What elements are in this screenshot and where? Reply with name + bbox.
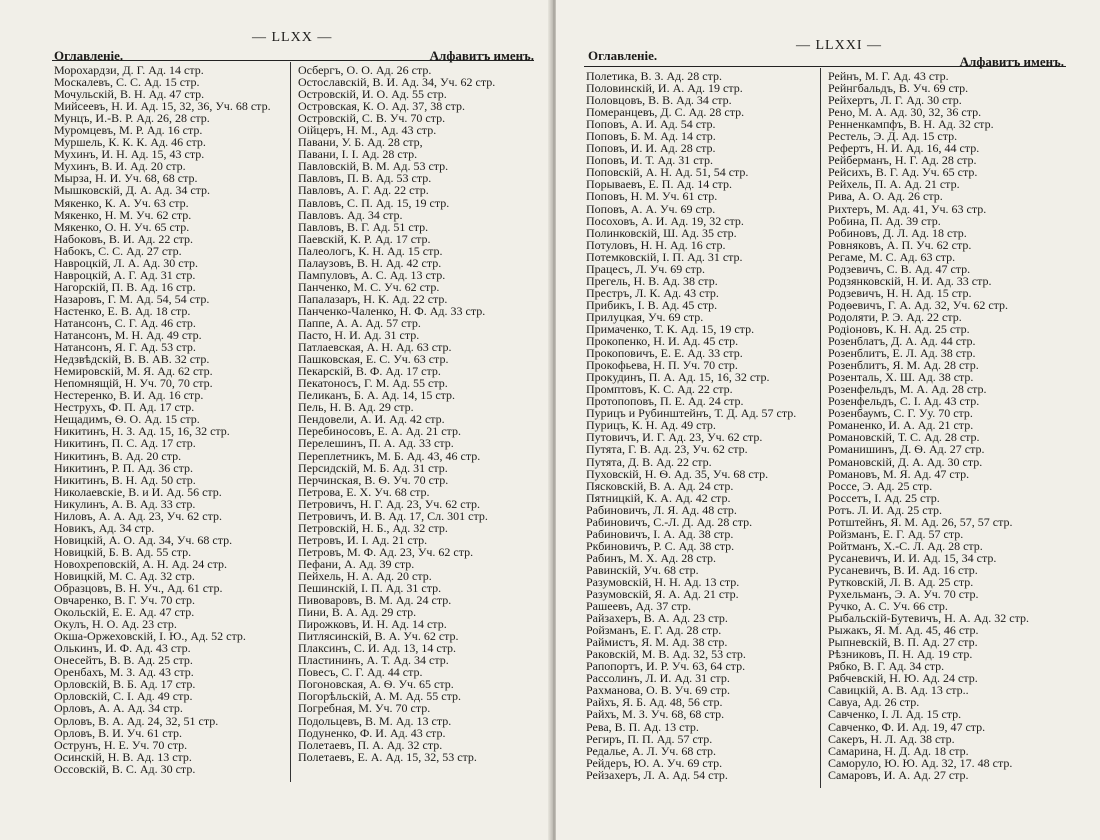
index-entry: Непомнящій, Н. Уч. 70, 70 стр. — [54, 376, 213, 391]
index-entry: Павловъ, П. В. Ад. 53 стр. — [298, 171, 432, 186]
index-entry: Новицкій, А. О. Ад. 34, Уч. 68 стр. — [54, 532, 233, 547]
index-entry: Прокоповичъ, Е. Е. Ад. 33 стр. — [586, 346, 743, 361]
index-entry: Ройзманъ, Е. Г. Ад. 57 стр. — [828, 526, 964, 541]
index-entry: Рейхертъ, Л. Г. Ад. 30 стр. — [828, 93, 962, 108]
index-entry: Россе, Э. Ад. 25 стр. — [828, 478, 933, 493]
index-entry: Саморуло, Ю. Ю. Ад. 32, 17. 48 стр. — [828, 755, 1013, 770]
index-entry: Муршель, К. К. К. Ад. 46 стр. — [54, 135, 206, 150]
index-entry: Пефани, А. Ад. 39 стр. — [298, 556, 415, 571]
index-entry: Розенблитъ, Я. М. Ад. 28 стр. — [828, 358, 979, 373]
index-entry: Рыжакъ, Я. М. Ад. 45, 46 стр. — [828, 623, 979, 638]
index-entry: Раймистъ, Я. М. Ад. 38 стр. — [586, 635, 728, 650]
index-entry: Потемковскій, І. П. Ад. 31 стр. — [586, 249, 743, 264]
index-entry: Савченко, І. Л. Ад. 15 стр. — [828, 707, 962, 722]
index-entry: Родзянковскій, Н. И. Ад. 33 стр. — [828, 273, 992, 288]
index-entry: Оссовскій, В. С. Ад. 30 стр. — [54, 761, 196, 776]
index-entry: Полинковскій, Ш. Ад. 35 стр. — [586, 225, 737, 240]
index-entry: Пель, Н. В. Ад. 29 стр. — [298, 400, 414, 415]
index-entry: Ркбиновичъ, Р. С. Ад. 38 стр. — [586, 538, 735, 553]
index-entry: Розенталь, Х. Ш. Ад. 38 стр. — [828, 370, 974, 385]
index-entry: Родѳевичъ, Г. А. Ад. 32, Уч. 62 стр. — [828, 297, 1009, 312]
index-entry: Окша-Оржеховскій, І. Ю., Ад. 52 стр. — [54, 629, 246, 644]
index-entry: Ройзманъ, Е. Г. Ад. 28 стр. — [586, 623, 722, 638]
index-entry: Павловъ. Ад. 34 стр. — [298, 207, 403, 222]
index-entry: Прибикъ, І. В. Ад. 45 стр. — [586, 297, 718, 312]
index-entry: Мунцъ, И.-В. Р. Ад. 26, 28 стр. — [54, 111, 210, 126]
index-entry: Ручко, А. С. Уч. 66 стр. — [828, 599, 948, 614]
index-entry: Петровичъ, И. В. Ад. 17, Сл. 301 стр. — [298, 508, 488, 523]
index-entry: Райхъ, М. З. Уч. 68, 68 стр. — [586, 707, 725, 722]
index-entry: Полетаевъ, П. А. Ад. 32 стр. — [298, 737, 443, 752]
index-entry: Пендовели, А. И. Ад. 42 стр. — [298, 412, 445, 427]
index-entry: Русаневичъ, И. И. Ад. 15, 34 стр. — [828, 550, 997, 565]
index-entry: Ренненкампфъ, В. Н. Ад. 32 стр. — [828, 117, 994, 132]
index-entry: Москалевъ, С. С. Ад. 15 стр. — [54, 75, 200, 90]
index-entry: Рейсихъ, В. Г. Ад. Уч. 65 стр. — [828, 165, 978, 180]
index-entry: Мякенко, К. А. Уч. 63 стр. — [54, 195, 189, 210]
column-divider — [820, 68, 821, 788]
index-entry: Рейхель, П. А. Ад. 21 стр. — [828, 177, 960, 192]
index-entry: Розенблатъ, Д. А. Ад. 44 стр. — [828, 334, 976, 349]
index-entry: Орловскій, С. І. Ад. 49 стр. — [54, 689, 193, 704]
index-entry: Никитинъ, Р. П. Ад. 36 стр. — [54, 460, 193, 475]
index-entry: Петровичъ, Н. Г. Ад. 23, Уч. 62 стр. — [298, 496, 480, 511]
name-column-right — [298, 64, 495, 763]
index-entry: Пурицъ и Рубинштейнъ, Т. Д. Ад. 57 стр. — [586, 406, 797, 421]
right-page — [556, 0, 1100, 840]
index-entry: Пясковскій, В. А. Ад. 24 стр. — [586, 478, 734, 493]
index-entry: Питлясинскій, В. А. Уч. 62 стр. — [298, 629, 459, 644]
index-entry: Нагорскій, П. В. Ад. 16 стр. — [54, 279, 196, 294]
index-entry: Рассолинъ, Л. И. Ад. 31 стр. — [586, 671, 730, 686]
index-entry: Муромцевъ, М. Р. Ад. 16 стр. — [54, 123, 203, 138]
index-entry: Персидскій, М. Б. Ад. 31 стр. — [298, 460, 448, 475]
index-entry: Рабиновичъ, С.-Л. Д. Ад. 28 стр. — [586, 514, 753, 529]
index-entry: Пивоваровъ, В. М. Ад. 24 стр. — [298, 593, 452, 608]
index-entry: Рутковскій, Л. В. Ад. 25 стр. — [828, 574, 974, 589]
index-entry: Навроцкій, А. Г. Ад. 31 стр. — [54, 267, 196, 282]
index-entry: Натансонъ, С. Г. Ад. 46 стр. — [54, 315, 196, 330]
index-entry: Новохреповскій, А. Н. Ад. 24 стр. — [54, 556, 228, 571]
index-entry: Рева, В. П. Ад. 13 стр. — [586, 719, 699, 734]
index-entry: Россетъ, І. Ад. 25 стр. — [828, 490, 940, 505]
index-entry: Настенко, Е. В. Ад. 18 стр. — [54, 303, 191, 318]
index-entry: Половцовъ, В. В. Ад. 34 стр. — [586, 93, 732, 108]
index-entry: Романовскій, Д. А. Ад. 30 стр. — [828, 454, 983, 469]
index-entry: Овчаренко, В. Г. Уч. 70 стр. — [54, 593, 196, 608]
index-entry: Никитинъ, Н. З. Ад. 15, 16, 32 стр. — [54, 424, 230, 439]
index-entry: Рухельманъ, Э. А. Уч. 70 стр. — [828, 587, 979, 602]
index-entry: Рапопортъ, И. Р. Уч. 63, 64 стр. — [586, 659, 746, 674]
header-contents: Оглавленіе. — [588, 48, 658, 63]
index-entry: Ниловъ, А. А. Ад. 23, Уч. 62 стр. — [54, 508, 222, 523]
index-entry: Островскій, С. В. Уч. 70 стр. — [298, 111, 446, 126]
index-entry: Сакеръ, Н. Л. Ад. 38 стр. — [828, 731, 955, 746]
index-entry: Родоляти, Р. Э. Ад. 22 стр. — [828, 309, 962, 324]
index-entry: Острунъ, Н. Е. Уч. 70 стр. — [54, 737, 188, 752]
index-entry: Поповъ, И. Т. Ад. 31 стр. — [586, 153, 713, 168]
index-entry: Путята, Д. В. Ад. 22 стр. — [586, 454, 712, 469]
index-entry: Назаровъ, Г. М. Ад. 54, 54 стр. — [54, 291, 210, 306]
index-entry: Поповъ, И. И. Ад. 28 стр. — [586, 141, 716, 156]
index-entry: Рено, М. А. Ад. 30, 32, 36 стр. — [828, 105, 982, 120]
index-entry: Поповскій, А. Н. Ад. 51, 54 стр. — [586, 165, 749, 180]
header-contents: Оглавленіе. — [54, 48, 124, 63]
index-entry: Паевскій, К. Р. Ад. 17 стр. — [298, 231, 431, 246]
index-entry: Никитинъ, П. С. Ад. 17 стр. — [54, 436, 196, 451]
index-entry: Набокъ, С. С. Ад. 27 стр. — [54, 243, 182, 258]
index-entry: Петровъ, И. І. Ад. 21 стр. — [298, 532, 428, 547]
index-entry: Панченко-Чаленко, Н. Ф. Ад. 33 стр. — [298, 303, 486, 318]
index-entry: Пеликанъ, Б. А. Ад. 14, 15 стр. — [298, 388, 456, 403]
index-entry: Онесейтъ, В. В. Ад. 25 стр. — [54, 653, 193, 668]
index-entry: Пейхель, Н. А. Ад. 20 стр. — [298, 568, 432, 583]
index-entry: Романишинъ, Д. Ѳ. Ад. 27 стр. — [828, 442, 985, 457]
index-entry: Николаевскіе, В. и И. Ад. 56 стр. — [54, 484, 222, 499]
index-entry: Полетаевъ, Е. А. Ад. 15, 32, 53 стр. — [298, 749, 477, 764]
index-entry: Оійцеръ, Н. М., Ад. 43 стр. — [298, 123, 437, 138]
index-entry: Рашеевъ, Ад. 37 стр. — [586, 599, 691, 614]
index-entry: Орловъ, А. А. Ад. 34 стр. — [54, 701, 183, 716]
index-entry: Перебиносовъ, Е. А. Ад. 21 стр. — [298, 424, 461, 439]
index-entry: Пампуловъ, А. С. Ад. 13 стр. — [298, 267, 446, 282]
index-entry: Рабинъ, М. Х. Ад. 28 стр. — [586, 550, 716, 565]
header-rule — [52, 60, 534, 61]
index-entry: Павани, І. І. Ад. 28 стр. — [298, 147, 418, 162]
index-entry: Ровняковъ, А. П. Уч. 62 стр. — [828, 237, 972, 252]
index-entry: Рабиновичъ, Л. Я. Ад. 48 стр. — [586, 502, 737, 517]
index-entry: Потуловъ, Н. Н. Ад. 16 стр. — [586, 237, 726, 252]
index-entry: Остославскій, В. И. Ад. 34, Уч. 62 стр. — [298, 75, 496, 90]
page-number: — LLXX — — [252, 30, 333, 45]
index-entry: Мухинъ, И. Н. Ад. 15, 43 стр. — [54, 147, 205, 162]
index-entry: Мышковскій, Д. А. Ад. 34 стр. — [54, 183, 211, 198]
index-entry: Регаме, М. С. Ад. 63 стр. — [828, 249, 956, 264]
index-entry: Рейнгбальдъ, В. Уч. 69 стр. — [828, 81, 969, 96]
index-entry: Родзевичъ, Н. Н. Ад. 15 стр. — [828, 285, 972, 300]
index-entry: Раковскій, М. В. Ад. 32, 53 стр. — [586, 647, 746, 662]
index-entry: Разумовскій, Я. А. Ад. 21 стр. — [586, 587, 739, 602]
index-entry: Региръ, П. П. Ад. 57 стр. — [586, 731, 713, 746]
index-entry: Померанцевъ, Д. С. Ад. 28 стр. — [586, 105, 745, 120]
index-entry: Русаневичъ, В. И. Ад. 16 стр. — [828, 562, 978, 577]
index-entry: Родзевичъ, С. В. Ад. 47 стр. — [828, 261, 971, 276]
index-entry: Самаровъ, И. А. Ад. 27 стр. — [828, 767, 969, 782]
index-entry: Прилуцкая, Уч. 69 стр. — [586, 309, 704, 324]
index-entry: Пини, В. А. Ад. 29 стр. — [298, 605, 417, 620]
index-entry: Прокудинъ, П. А. Ад. 15, 16, 32 стр. — [586, 370, 770, 385]
index-entry: Патлаевская, А. Н. Ад. 63 стр. — [298, 340, 452, 355]
index-entry: Рыпневскій, В. П. Ад. 27 стр. — [828, 635, 978, 650]
index-entry: Пашковская, Е. С. Уч. 63 стр. — [298, 352, 449, 367]
index-entry: Никулинъ, А. В. Ад. 33 стр. — [54, 496, 196, 511]
index-entry: Плаксинъ, С. И. Ад. 13, 14 стр. — [298, 641, 457, 656]
index-entry: Путовичъ, И. Г. Ад. 23, Уч. 62 стр. — [586, 430, 763, 445]
index-entry: Райхъ, Я. Б. Ад. 48, 56 стр. — [586, 695, 723, 710]
index-entry: Самарина, Н. Д. Ад. 18 стр. — [828, 743, 969, 758]
index-entry: Рябчевскій, Н. Ю. Ад. 24 стр. — [828, 671, 978, 686]
name-column-left — [54, 64, 271, 775]
index-entry: Палеологъ, К. Н. Ад. 15 стр. — [298, 243, 443, 258]
index-entry: Никитинъ, В. Н. Ад. 50 стр. — [54, 472, 196, 487]
index-entry: Мочульскій, В. Н. Ад. 47 стр. — [54, 87, 205, 102]
header-index-title: Алфавитъ именъ. — [959, 54, 1064, 69]
index-entry: Мырза, Н. И. Уч. 68, 68 стр. — [54, 171, 198, 186]
index-entry: Орловъ, В. И. Уч. 61 стр. — [54, 725, 182, 740]
index-entry: Паппе, А. А. Ад. 57 стр. — [298, 315, 421, 330]
index-entry: Пасто, Н. И. Ад. 31 стр. — [298, 328, 420, 343]
index-entry: Поповъ, Б. М. Ад. 14 стр. — [586, 129, 716, 144]
index-entry: Савуа, Ад. 26 стр. — [828, 695, 920, 710]
index-entry: Рабиновичъ, І. А. Ад. 38 стр. — [586, 526, 734, 541]
index-entry: Робиновъ, Д. Л. Ад. 18 стр. — [828, 225, 967, 240]
index-entry: Натансонъ, М. Н. Ад. 49 стр. — [54, 328, 202, 343]
index-entry: Розенбаумъ, С. Г. Уу. 70 стр. — [828, 406, 973, 421]
index-entry: Поповъ, А. И. Ад. 54 стр. — [586, 117, 716, 132]
index-entry: Рихтеръ, М. Ад. 41, Уч. 63 стр. — [828, 201, 987, 216]
index-entry: Недзвѣдскій, В. В. АВ. 32 стр. — [54, 352, 210, 367]
index-entry: Поповъ, Н. М. Уч. 61 стр. — [586, 189, 718, 204]
header-rule — [584, 66, 1066, 67]
index-entry: Порываевъ, Е. П. Ад. 14 стр. — [586, 177, 732, 192]
index-entry: Пекарскій, В. Ф. Ад. 17 стр. — [298, 364, 441, 379]
index-entry: Неструхъ, Ф. П. Ад. 17 стр. — [54, 400, 195, 415]
index-entry: Престръ, Л. К. Ад. 43 стр. — [586, 285, 719, 300]
index-entry: Працесъ, Л. Уч. 69 стр. — [586, 261, 705, 276]
index-entry: Павловъ, С. П. Ад. 15, 19 стр. — [298, 195, 450, 210]
index-entry: Прегель, Н. В. Ад. 38 стр. — [586, 273, 718, 288]
index-entry: Савицкій, А. В. Ад. 13 стр.. — [828, 683, 969, 698]
index-entry: Пешинскій, І. П. Ад. 31 стр. — [298, 581, 442, 596]
index-entry: Островскій, И. О. Ад. 55 стр. — [298, 87, 447, 102]
index-entry: Немировскій, М. Я. Ад. 62 стр. — [54, 364, 213, 379]
index-entry: Подуненко, Ф. И. Ад. 43 стр. — [298, 725, 446, 740]
index-entry: Осинскій, Н. В. Ад. 13 стр. — [54, 749, 192, 764]
index-entry: Панченко, М. С. Уч. 62 стр. — [298, 279, 440, 294]
column-divider — [290, 62, 291, 782]
index-entry: Осбергъ, О. О. Ад. 26 стр. — [298, 63, 432, 77]
index-entry: Петрова, Е. Х. Уч. 68 стр. — [298, 484, 430, 499]
index-entry: Новицкій, Б. В. Ад. 55 стр. — [54, 544, 192, 559]
index-entry: Погребная, М. Уч. 70 стр. — [298, 701, 431, 716]
index-entry: Савченко, Ф. И. Ад. 19, 47 стр. — [828, 719, 986, 734]
index-entry: Пекатоносъ, Г. М. Ад. 55 стр. — [298, 376, 448, 391]
index-entry: Промптовъ, К. С. Ад. 22 стр. — [586, 382, 733, 397]
index-entry: Разумовскій, Н. Н. Ад. 13 стр. — [586, 574, 740, 589]
index-entry: Натансонъ, Я. Г. Ад. 53 стр. — [54, 340, 196, 355]
index-entry: Протопоповъ, П. Е. Ад. 24 стр. — [586, 394, 744, 409]
index-entry: Пирожковъ, И. Н. Ад. 14 стр. — [298, 617, 447, 632]
index-entry: Новикъ, Ад. 34 стр. — [54, 520, 155, 535]
index-entry: Пятницкій, К. А. Ад. 42 стр. — [586, 490, 731, 505]
index-entry: Петровъ, М. Ф. Ад. 23, Уч. 62 стр. — [298, 544, 474, 559]
index-entry: Редалье, А. Л. Уч. 68 стр. — [586, 743, 717, 758]
index-entry: Рейберманъ, Н. Г. Ад. 28 стр. — [828, 153, 977, 168]
index-entry: Нещадимъ, Ѳ. О. Ад. 15 стр. — [54, 412, 200, 427]
index-entry: Романовскій, Т. С. Ад. 28 стр. — [828, 430, 980, 445]
index-entry: Нестеренко, В. И. Ад. 16 стр. — [54, 388, 204, 403]
index-entry: Рейзахеръ, Л. А. Ад. 54 стр. — [586, 767, 728, 782]
index-entry: Розенблитъ, Е. Л. Ад. 38 стр. — [828, 346, 976, 361]
index-entry: Перчинская, В. Ѳ. Уч. 70 стр. — [298, 472, 449, 487]
index-entry: Погоновская, А. Ѳ. Уч. 65 стр. — [298, 677, 454, 692]
index-entry: Орловскій, В. Б. Ад. 17 стр. — [54, 677, 196, 692]
index-entry: Перелешинъ, П. А. Ад. 33 стр. — [298, 436, 454, 451]
index-entry: Пурицъ, К. Н. Ад. 49 стр. — [586, 418, 716, 433]
index-entry: Рестель, Э. Д. Ад. 15 стр. — [828, 129, 958, 144]
index-entry: Рахманова, О. В. Уч. 69 стр. — [586, 683, 731, 698]
index-entry: Окольскій, Е. Е. Ад. 47 стр. — [54, 605, 195, 620]
index-entry: Прокофьева, Н. П. Уч. 70 стр. — [586, 358, 738, 373]
index-entry: Рефертъ, Н. И. Ад. 16, 44 стр. — [828, 141, 980, 156]
index-entry: Пластининъ, А. Т. Ад. 34 стр. — [298, 653, 449, 668]
index-entry: Робина, П. Ад. 39 стр. — [828, 213, 941, 228]
index-entry: Прокопенко, Н. И. Ад. 45 стр. — [586, 334, 739, 349]
index-entry: Новицкій, М. С. Ад. 32 стр. — [54, 568, 195, 583]
index-entry: Пуховскій, Н. Ѳ. Ад. 35, Уч. 68 стр. — [586, 466, 769, 481]
index-entry: Петровскій, Н. Б., Ад. 32 стр. — [298, 520, 448, 535]
index-entry: Посоховъ, А. И. Ад. 19, 32 стр. — [586, 213, 744, 228]
index-entry: Мякенко, Н. М. Уч. 62 стр. — [54, 207, 192, 222]
index-entry: Мухинъ, В. И. Ад. 20 стр. — [54, 159, 186, 174]
index-entry: Подольцевъ, В. М. Ад. 13 стр. — [298, 713, 452, 728]
index-entry: Морохардзи, Д. Г. Ад. 14 стр. — [54, 63, 204, 77]
index-entry: Родіоновъ, К. Н. Ад. 25 стр. — [828, 321, 970, 336]
index-entry: Окулъ, Н. О. Ад. 23 стр. — [54, 617, 177, 632]
index-entry: Мякенко, О. Н. Уч. 65 стр. — [54, 219, 190, 234]
index-entry: Повесъ, С. Г. Ад. 44 стр. — [298, 665, 423, 680]
name-column-left — [586, 70, 796, 781]
index-entry: Рябко, В. Г. Ад. 34 стр. — [828, 659, 945, 674]
index-entry: Розенфельдъ, С. І. Ад. 43 стр. — [828, 394, 980, 409]
index-entry: Половинскій, И. А. Ад. 19 стр. — [586, 81, 743, 96]
index-entry: Романенко, И. А. Ад. 21 стр. — [828, 418, 974, 433]
index-entry: Погорѣльскій, А. М. Ад. 55 стр. — [298, 689, 462, 704]
index-entry: Островская, К. О. Ад. 37, 38 стр. — [298, 99, 465, 114]
name-column-right — [828, 70, 1029, 781]
index-entry: Ротштейнъ, Я. М. Ад. 26, 57, 57 стр. — [828, 514, 1013, 529]
index-entry: Рейдеръ, Ю. А. Уч. 69 стр. — [586, 755, 723, 770]
index-entry: Переплетникъ, М. Б. Ад. 43, 46 стр. — [298, 448, 481, 463]
index-entry: Образцовъ, В. Н. Уч., Ад. 61 стр. — [54, 581, 223, 596]
index-entry: Павани, У. Б. Ад. 28 стр, — [298, 135, 423, 150]
index-entry: Папалазаръ, Н. К. Ад. 22 стр. — [298, 291, 448, 306]
index-entry: Олькинъ, И. Ф. Ад. 43 стр. — [54, 641, 191, 656]
index-entry: Павловъ, А. Г. Ад. 22 стр. — [298, 183, 429, 198]
index-entry: Мийсеевъ, Н. И. Ад. 15, 32, 36, Уч. 68 стр. — [54, 99, 271, 114]
index-entry: Поповъ, А. А. Уч. 69 стр. — [586, 201, 716, 216]
index-entry: Розенфельдъ, М. А. Ад. 28 стр. — [828, 382, 987, 397]
index-entry: Рива, А. О. Ад. 26 стр. — [828, 189, 943, 204]
index-entry: Набоковъ, В. И. Ад. 22 стр. — [54, 231, 194, 246]
index-entry: Романовъ, М. Я. Ад. 47 стр. — [828, 466, 970, 481]
index-entry: Рейнъ, М. Г. Ад. 43 стр. — [828, 69, 949, 83]
index-entry: Примаченко, Т. К. Ад. 15, 19 стр. — [586, 321, 755, 336]
index-entry: Ройтманъ, Х.-С. Л. Ад. 28 стр. — [828, 538, 983, 553]
index-entry: Орловъ, В. А. Ад. 24, 32, 51 стр. — [54, 713, 219, 728]
index-entry: Полетика, В. З. Ад. 28 стр. — [586, 69, 722, 83]
index-entry: Навроцкій, Л. А. Ад. 30 стр. — [54, 255, 198, 270]
index-entry: Палаузовъ, В. Н. Ад. 42 стр. — [298, 255, 442, 270]
page-number: — LLXXI — — [796, 38, 882, 53]
index-entry: Павловскій, В. М. Ад. 53 стр. — [298, 159, 449, 174]
index-entry: Оренбахъ, М. З. Ад. 43 стр. — [54, 665, 194, 680]
index-entry: Павловъ, В. Г. Ад. 51 стр. — [298, 219, 429, 234]
index-entry: Рыбальскій-Бутевичъ, Н. А. Ад. 32 стр. — [828, 611, 1029, 626]
index-entry: Равинскій, Уч. 68 стр. — [586, 562, 699, 577]
header-index-title: Алфавитъ именъ. — [429, 48, 534, 63]
index-entry: Путята, Г. В. Ад. 23, Уч. 62 стр. — [586, 442, 748, 457]
index-entry: Никитинъ, В. Ад. 20 стр. — [54, 448, 182, 463]
index-entry: Рѣзниковъ, П. Н. Ад. 19 стр. — [828, 647, 973, 662]
index-entry: Ротъ. Л. И. Ад. 25 стр. — [828, 502, 942, 517]
index-entry: Райзахеръ, В. А. Ад. 23 стр. — [586, 611, 728, 626]
